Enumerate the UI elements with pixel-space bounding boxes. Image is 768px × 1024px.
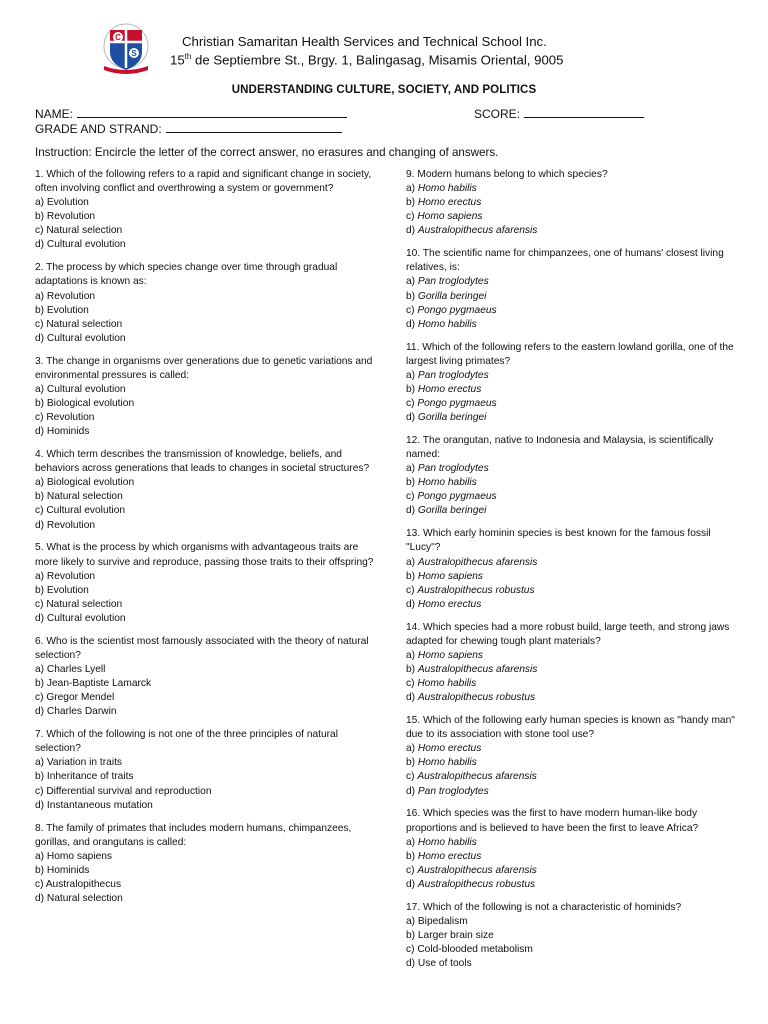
grade-strand-field: [35, 121, 342, 136]
option-text: Homo habilis: [417, 477, 477, 489]
option-text: Use of tools: [417, 958, 472, 970]
question-text: 11. Which of the following refers to the eastern lowland gorilla, one of the largest living primates?: [406, 341, 734, 367]
school-name: Christian Samaritan Health Services and Technical School Inc.: [182, 34, 547, 49]
answer-option[interactable]: d) Revolution: [35, 519, 96, 531]
option-text: Gorilla beringei: [417, 412, 487, 424]
question-item: [35, 541, 375, 626]
option-text: Gorilla beringei: [417, 505, 487, 517]
question-item: [406, 168, 736, 238]
answer-option[interactable]: [406, 275, 736, 289]
answer-option[interactable]: a) Homo sapiens: [35, 850, 113, 862]
name-label: NAME:: [35, 107, 74, 121]
score-blank[interactable]: [524, 106, 644, 118]
answer-option[interactable]: [406, 878, 736, 892]
score-label: SCORE:: [474, 107, 521, 121]
answer-option[interactable]: b) Revolution: [35, 211, 96, 223]
answer-option[interactable]: d) Instantaneous mutation: [35, 799, 153, 811]
answer-option[interactable]: [406, 864, 736, 878]
answer-option[interactable]: c) Natural selection: [35, 318, 123, 330]
answer-option[interactable]: d) Hominids: [35, 426, 90, 438]
answer-option[interactable]: [406, 210, 736, 224]
option-letter: c): [406, 584, 418, 596]
option-letter: c): [406, 771, 418, 783]
option-text: Gorilla beringei: [417, 290, 487, 302]
option-text: Pan troglodytes: [417, 785, 489, 797]
question-item: [406, 807, 736, 892]
option-text: Bipedalism: [417, 915, 468, 927]
option-letter: d): [406, 505, 418, 517]
left-question-column: [35, 168, 375, 915]
option-letter: b): [406, 663, 418, 675]
question-text: 14. Which species had a more robust build, large teeth, and strong jaws adapted for chewing tough plant materials?: [406, 621, 730, 647]
answer-option[interactable]: [406, 785, 736, 799]
answer-option[interactable]: [406, 397, 736, 411]
question-text: 9. Modern humans belong to which species?: [406, 169, 608, 180]
answer-option[interactable]: c) Revolution: [35, 412, 95, 424]
name-blank[interactable]: [77, 106, 347, 118]
question-text: 8. The family of primates that includes modern humans, chimpanzees, gorillas, and orangutans is called:: [35, 822, 352, 848]
question-text: 7. Which of the following is not one of the three principles of natural selection?: [35, 729, 338, 755]
question-item: [406, 527, 736, 612]
answer-option[interactable]: d) Cultural evolution: [35, 612, 126, 624]
answer-option[interactable]: [406, 476, 736, 490]
answer-option[interactable]: c) Natural selection: [35, 598, 123, 610]
option-letter: c): [406, 304, 418, 316]
option-letter: a): [406, 836, 418, 848]
answer-option[interactable]: d) Cultural evolution: [35, 332, 126, 344]
answer-option[interactable]: c) Natural selection: [35, 225, 123, 237]
option-letter: d): [406, 785, 418, 797]
answer-option[interactable]: [406, 649, 736, 663]
option-letter: d): [406, 598, 418, 610]
question-text: 6. Who is the scientist most famously associated with the theory of natural selection?: [35, 635, 369, 661]
option-text: Homo habilis: [417, 836, 477, 848]
school-logo: [98, 22, 154, 76]
option-letter: a): [406, 915, 418, 927]
answer-option[interactable]: [406, 504, 736, 518]
option-letter: b): [406, 477, 418, 489]
question-text: 3. The change in organisms over generations due to genetic variations and environmental pressures is called:: [35, 355, 373, 381]
question-text: 15. Which of the following early human species is known as "handy man" due to its association with stone tool use?: [406, 715, 735, 741]
answer-option[interactable]: b) Evolution: [35, 304, 89, 316]
answer-option[interactable]: c) Cultural evolution: [35, 505, 126, 517]
answer-option[interactable]: [406, 290, 736, 304]
option-letter: a): [406, 556, 418, 568]
address-suffix: th: [184, 52, 192, 61]
option-letter: b): [406, 757, 418, 769]
question-item: [406, 341, 736, 426]
exam-title: UNDERSTANDING CULTURE, SOCIETY, AND POLITICS: [231, 84, 537, 96]
answer-option[interactable]: d) Cultural evolution: [35, 239, 126, 251]
answer-option[interactable]: [406, 318, 736, 332]
question-item: [406, 247, 736, 332]
option-letter: c): [406, 211, 418, 223]
option-letter: d): [406, 878, 418, 890]
question-item: [35, 448, 375, 533]
answer-option[interactable]: a) Revolution: [35, 570, 96, 582]
option-text: Australopithecus robustus: [417, 692, 536, 704]
answer-option[interactable]: [406, 196, 736, 210]
option-letter: b): [406, 929, 418, 941]
question-item: [35, 728, 375, 813]
option-letter: c): [406, 398, 418, 409]
option-letter: a): [406, 743, 418, 755]
option-letter: a): [406, 463, 418, 475]
grade-strand-blank[interactable]: [166, 121, 342, 133]
option-text: Pongo pygmaeus: [417, 304, 497, 316]
question-text: 4. Which term describes the transmission of knowledge, beliefs, and behaviors across generations that leads to changes in societal structures?: [35, 449, 370, 475]
option-text: Homo erectus: [417, 197, 482, 209]
name-field: [35, 106, 347, 121]
option-text: Homo erectus: [417, 383, 482, 395]
option-letter: a): [406, 649, 418, 661]
option-text: Australopithecus afarensis: [417, 225, 538, 237]
answer-option[interactable]: a) Evolution: [35, 197, 89, 209]
option-letter: a): [406, 276, 418, 288]
option-letter: d): [406, 692, 418, 704]
answer-option[interactable]: [406, 224, 736, 238]
option-text: Homo erectus: [417, 598, 482, 610]
option-letter: b): [406, 850, 418, 862]
question-item: [406, 621, 736, 706]
instruction: Instruction: Encircle the letter of the correct answer, no erasures and changing of answers.: [35, 146, 499, 159]
answer-option[interactable]: a) Charles Lyell: [35, 663, 106, 675]
answer-option[interactable]: c) Gregor Mendel: [35, 692, 115, 704]
option-text: Homo sapiens: [417, 211, 483, 223]
logo-letter-c: C: [115, 33, 121, 42]
answer-option[interactable]: [406, 742, 736, 756]
answer-option[interactable]: [406, 462, 736, 476]
option-text: Pan troglodytes: [417, 276, 489, 288]
answer-option[interactable]: b) Evolution: [35, 584, 89, 596]
answer-option[interactable]: [406, 691, 736, 705]
answer-option[interactable]: [406, 584, 736, 598]
option-text: Homo habilis: [417, 678, 477, 690]
answer-option[interactable]: b) Jean-Baptiste Lamarck: [35, 678, 152, 690]
option-letter: b): [406, 383, 418, 395]
question-text: 13. Which early hominin species is best known for the famous fossil "Lucy"?: [406, 528, 711, 554]
answer-option[interactable]: c) Differential survival and reproduction: [35, 785, 212, 797]
question-text: 10. The scientific name for chimpanzees, one of humans' closest living relatives, is:: [406, 248, 724, 274]
option-text: Australopithecus robustus: [417, 584, 535, 596]
answer-option[interactable]: [406, 836, 736, 850]
answer-option[interactable]: [406, 770, 736, 784]
option-letter: d): [406, 412, 418, 424]
answer-option[interactable]: b) Hominids: [35, 864, 90, 876]
option-letter: a): [406, 369, 418, 381]
question-item: [35, 635, 375, 720]
answer-option[interactable]: [406, 182, 736, 196]
option-text: Homo habilis: [417, 757, 477, 769]
answer-option[interactable]: c) Australopithecus: [35, 878, 122, 890]
answer-option[interactable]: [406, 957, 736, 971]
right-question-column: [406, 168, 736, 980]
option-text: Homo habilis: [417, 318, 477, 330]
option-text: Pan troglodytes: [417, 369, 489, 381]
answer-option[interactable]: a) Revolution: [35, 290, 96, 302]
question-item: [406, 901, 736, 971]
option-text: Cold-blooded metabolism: [417, 944, 533, 956]
option-text: Homo sapiens: [417, 570, 484, 582]
address-number: 15: [170, 52, 185, 68]
question-item: [406, 714, 736, 799]
address-rest: de Septiembre St., Brgy. 1, Balingasag, Misamis Oriental, 9005: [191, 52, 564, 68]
option-text: Homo erectus: [417, 743, 482, 755]
option-text: Pongo pygmaeus: [417, 398, 497, 409]
answer-option[interactable]: [406, 677, 736, 691]
option-letter: d): [406, 958, 418, 970]
option-text: Pongo pygmaeus: [417, 491, 497, 503]
answer-option[interactable]: [406, 663, 736, 677]
question-item: [406, 434, 736, 519]
option-letter: a): [406, 183, 418, 195]
option-text: Pan troglodytes: [417, 463, 489, 475]
question-item: [35, 355, 375, 440]
option-letter: b): [406, 197, 418, 209]
answer-option[interactable]: a) Variation in traits: [35, 757, 123, 769]
answer-option[interactable]: [406, 915, 736, 929]
question-item: [35, 822, 375, 907]
grade-strand-label: GRADE AND STRAND:: [35, 122, 162, 136]
option-text: Australopithecus afarensis: [417, 864, 537, 876]
option-text: Australopithecus afarensis: [417, 663, 538, 675]
answer-option[interactable]: a) Cultural evolution: [35, 383, 126, 395]
logo-letter-s: S: [131, 49, 137, 58]
option-text: Homo habilis: [417, 183, 477, 195]
answer-option[interactable]: a) Biological evolution: [35, 477, 135, 489]
score-field: [474, 106, 644, 121]
answer-option[interactable]: [406, 929, 736, 943]
option-letter: d): [406, 225, 418, 237]
question-item: [35, 261, 375, 346]
answer-option[interactable]: [406, 383, 736, 397]
option-text: Homo sapiens: [417, 649, 484, 661]
option-text: Larger brain size: [417, 929, 494, 941]
answer-option[interactable]: [406, 304, 736, 318]
answer-option[interactable]: [406, 369, 736, 383]
answer-option[interactable]: [406, 850, 736, 864]
answer-option[interactable]: d) Charles Darwin: [35, 706, 117, 718]
answer-option[interactable]: [406, 556, 736, 570]
option-text: Australopithecus robustus: [417, 878, 536, 890]
school-address: [170, 52, 563, 67]
question-text: 16. Which species was the first to have modern human-like body proportions and is believed to have been the first to leave Africa?: [406, 808, 699, 834]
option-text: Australopithecus afarensis: [417, 556, 538, 568]
option-text: Homo erectus: [417, 850, 482, 862]
answer-option[interactable]: b) Inheritance of traits: [35, 771, 134, 783]
answer-option[interactable]: [406, 598, 736, 612]
option-text: Australopithecus afarensis: [417, 771, 537, 783]
option-letter: c): [406, 491, 418, 503]
option-letter: c): [406, 864, 418, 876]
option-letter: b): [406, 570, 418, 582]
answer-option[interactable]: d) Natural selection: [35, 892, 123, 904]
question-item: [35, 168, 375, 253]
option-letter: d): [406, 318, 418, 330]
answer-option[interactable]: [406, 943, 736, 957]
answer-option[interactable]: [406, 490, 736, 504]
option-letter: c): [406, 944, 418, 956]
answer-option[interactable]: b) Natural selection: [35, 491, 123, 503]
answer-option[interactable]: [406, 411, 736, 425]
answer-option[interactable]: b) Biological evolution: [35, 398, 135, 409]
answer-option[interactable]: [406, 756, 736, 770]
question-text: 1. Which of the following refers to a rapid and significant change in society, often involving conflict and overthrowing a system or government?: [35, 169, 372, 195]
question-text: 12. The orangutan, native to Indonesia and Malaysia, is scientifically named:: [406, 434, 714, 461]
option-letter: c): [406, 678, 418, 690]
answer-option[interactable]: [406, 570, 736, 584]
question-text: 2. The process by which species change over time through gradual adaptations is known as:: [35, 262, 338, 288]
option-letter: b): [406, 290, 418, 302]
question-text: 5. What is the process by which organisms with advantageous traits are more likely to survive and reproduce, passing those traits to their offspring?: [35, 542, 374, 568]
question-text: 17. Which of the following is not a characteristic of hominids?: [406, 901, 682, 913]
